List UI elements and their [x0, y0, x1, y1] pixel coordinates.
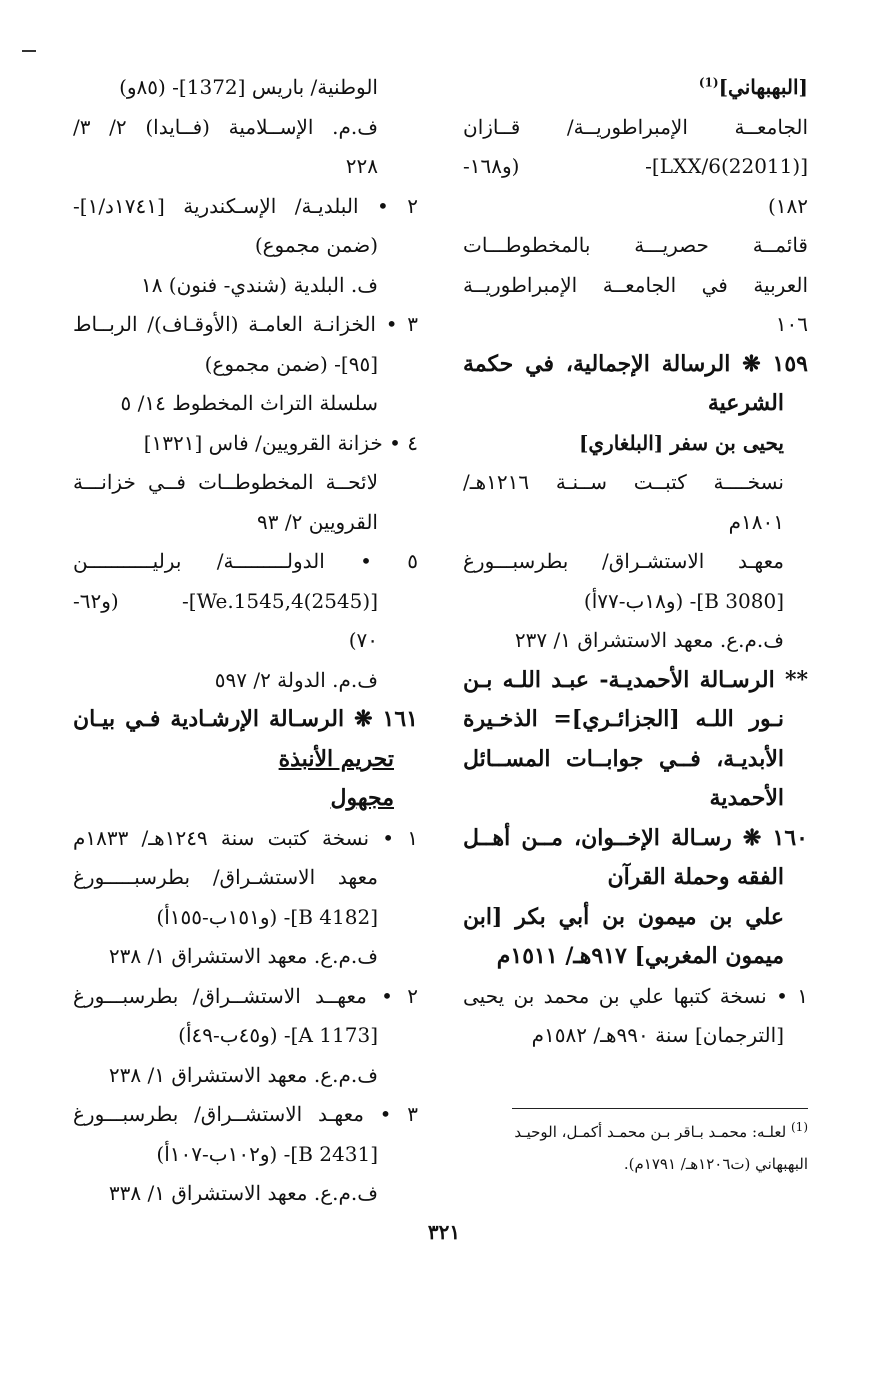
text-line: ف.م. الدولة ٢/ ٥٩٧ — [214, 667, 378, 692]
text-line: ٧٠) — [348, 628, 378, 652]
text-line: معهـد الاستشـراق/ بطرسبـــورغ — [463, 549, 784, 573]
text-line: نـور اللـه [الجزائـري]= الذخـيرة — [463, 706, 784, 732]
text-line: ١ • نسخة كتبت سنة ١٢٤٩هـ/ ١٨٣٣م — [73, 825, 418, 850]
text-line: [الترجمان] سنة ٩٩٠هـ/ ١٥٨٢م — [531, 1023, 784, 1047]
text-line: ف.م.ع. معهد الاستشراق ١/ ٢٣٧ — [514, 628, 784, 652]
text-line: ١٠٦ — [775, 312, 808, 336]
text-line: [B 4182]- (و١٥١ب-١٥٥أ) — [156, 904, 378, 929]
footnote-line-1: $^{(1)}$ لعلـه: محمـد بـاقر بـن محمـد أكمـل، الوحيـد — [514, 1120, 808, 1141]
text-line: ميمون المغربي] ٩١٧هـ/ ١٥١١م — [496, 943, 784, 969]
text-line: ف.م.ع. معهد الاستشراق ١/ ٢٣٨ — [108, 944, 378, 968]
text-line: الأحمدية — [709, 785, 784, 811]
text-line: ١٨٢) — [767, 193, 808, 218]
text-line: ٤ • خزانة القرويين/ فاس [١٣٢١] — [143, 430, 418, 455]
text-line: ١٥٩ ❋ الرسالة الإجمالية، في حكمة — [463, 350, 808, 377]
text-line: تحريم الأنبذة — [278, 745, 394, 772]
right-column — [463, 68, 808, 1056]
text-line: الشرعية — [707, 390, 784, 416]
footnote-separator — [512, 1108, 808, 1109]
text-line: ١٨٠١م — [728, 509, 784, 534]
text-line: [(2545)We.1545,4]- (و٦٢- — [73, 588, 378, 613]
text-line: [LXX/6(22011)]- (و١٦٨- — [463, 154, 808, 178]
text-line: [البهبهاني]$^{(1)}$ — [698, 75, 808, 99]
scan-mark — [22, 50, 36, 52]
text-line: ١٦٠ ❋ رسـالة الإخــوان، مــن أهــل — [463, 824, 808, 851]
text-line: [B 3080]- (و١٨ب-٧٧أ) — [583, 588, 784, 613]
text-line: معهد الاستشـراق/ بطرسبـــــورغ — [73, 865, 378, 889]
text-line: ف.م.ع. معهد الاستشراق ١/ ٣٣٨ — [108, 1181, 378, 1205]
text-line: سلسلة التراث المخطوط ١٤/ ٥ — [120, 391, 378, 415]
text-line: ف.م. الإســلامية (فــايدا) ٢/ ٣/ — [73, 114, 378, 139]
text-line: [A 1173]- (و٤٥ب-٤٩أ) — [178, 1023, 378, 1047]
footnote — [463, 1116, 808, 1180]
left-column — [73, 68, 418, 1214]
text-line: ٢٢٨ — [345, 154, 378, 178]
text-line: ١ • نسخة كتبها علي بن محمد بن يحيى — [463, 983, 808, 1008]
text-line: ** الرسـالة الأحمديـة- عبـد اللـه بـن — [463, 666, 808, 693]
text-line: (ضمن مجموع) — [254, 233, 378, 257]
text-line: العربية في الجامعــة الإمبراطوريــة — [463, 272, 808, 297]
text-line: الفقه وحملة القرآن — [607, 864, 784, 890]
text-line: [B 2431]- (و١٠٢ب-١٠٧أ) — [156, 1141, 378, 1166]
text-line: ١٦١ ❋ الرسـالة الإرشـادية فـي بيـان — [73, 706, 418, 732]
text-line: ٣ • الخزانـة العامـة (الأوقـاف)/ الربــاط — [73, 312, 418, 336]
text-line: ٢ • البلديـة/ الإسـكندرية [١٧٤١د/١]- — [73, 193, 418, 218]
text-line: قائمــة حصريـــة بالمخطوطـــات — [463, 233, 808, 257]
text-line: علي بن ميمون بن أبي بكر [ابن — [463, 903, 784, 930]
text-line: القرويين ٢/ ٩٣ — [257, 509, 378, 534]
text-line: [٩٥]- (ضمن مجموع) — [204, 351, 378, 376]
text-line: مجهول — [330, 785, 394, 811]
text-line: الوطنية/ باريس [1372]- (٨٥و) — [119, 75, 378, 99]
text-line: لائحــة المخطوطــات فــي خزانـــة — [73, 470, 378, 494]
footnote-marker: (1) — [790, 1120, 808, 1134]
text-line: ف. البلدية (شندي- فنون) ١٨ — [140, 272, 378, 297]
text-line: ٢ • معهــد الاستشــراق/ بطرسبـــورغ — [73, 983, 418, 1008]
text-line: الجامعــة الإمبراطوريــة/ قــازان — [463, 114, 808, 139]
text-line: ٥ • الدولـــــــــة/ برليـــــــــــن — [73, 549, 418, 573]
text-line: يحيى بن سفر [البلغاري] — [578, 430, 784, 455]
text-line: نسخــــة كتبــت ســنـة ١٢١٦هـ/ — [463, 470, 784, 494]
page-number: ٣٢١ — [427, 1220, 461, 1244]
text-line: ف.م.ع. معهد الاستشراق ١/ ٢٣٨ — [108, 1062, 378, 1087]
text-line: ٣ • معهـد الاستشــراق/ بطرسبـــورغ — [73, 1102, 418, 1126]
footnote-line-2: البهبهاني (ت١٢٠٦هـ/ ١٧٩١م). — [623, 1155, 808, 1173]
footnote-ref: (1) — [698, 75, 719, 90]
text-line: الأبديـة، فــي جوابــات المســائل — [463, 745, 784, 772]
